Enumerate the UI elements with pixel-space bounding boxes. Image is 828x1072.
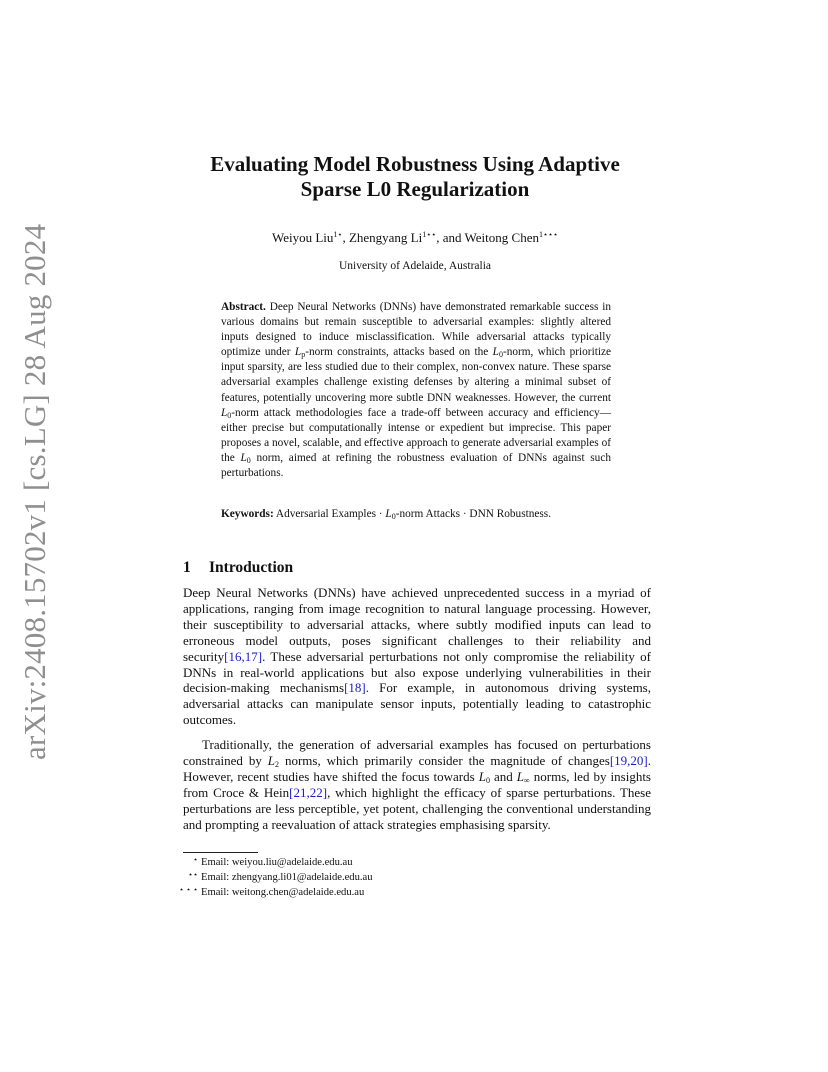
keywords — [221, 507, 611, 522]
footnotes — [168, 855, 648, 901]
author-name: Zhengyang Li — [348, 230, 423, 245]
section-number: 1 — [183, 559, 191, 576]
paragraph-text: Deep Neural Networks (DNNs) have achieved unprecedented success in a myriad of applications, ranging from image recognition to natural language processing. However, their susceptibility to adversarial attacks, where subtly modified inputs can lead to erroneous model outputs, poses significant challenges to their reliability and security — [183, 585, 651, 664]
citation-link[interactable]: [18] — [344, 680, 366, 696]
math-subscript: 0 — [485, 775, 490, 785]
keywords-text: Adversarial Examples · — [273, 508, 386, 520]
author-name: Weitong Chen — [464, 230, 539, 245]
affiliation: University of Adelaide, Australia — [338, 260, 492, 272]
author-mark: 1⋆⋆⋆ — [538, 230, 558, 239]
abstract — [221, 300, 611, 481]
footnote: ⋆⋆ Email: zhengyang.li01@adelaide.edu.au — [187, 870, 373, 884]
math-subscript: ∞ — [524, 775, 530, 785]
math-subscript: 2 — [275, 759, 280, 769]
abstract-text: -norm constraints, attacks based on the — [305, 346, 493, 359]
arxiv-identifier-stamp: arXiv:2408.15702v1 [cs.LG] 28 Aug 2024 — [17, 223, 52, 760]
math-subscript: 0 — [498, 350, 503, 360]
footnote-text: Email: zhengyang.li01@adelaide.edu.au — [201, 872, 373, 884]
section-heading — [183, 558, 643, 578]
paragraph-text: . These adversarial perturbations not only compromise the reliability of DNNs in real-world applications but also expose underlying vulnerabilities in their decision-making mechanisms — [183, 648, 651, 696]
author-separator: , — [342, 230, 349, 245]
paragraph-text: and — [489, 768, 517, 784]
author-mark: 1⋆⋆ — [422, 230, 437, 239]
math-symbol: L — [240, 451, 247, 464]
footnote-text: Email: weitong.chen@adelaide.edu.au — [201, 887, 365, 899]
math-subscript: 0 — [391, 512, 396, 521]
citation-link[interactable]: [21,22] — [289, 784, 328, 800]
math-symbol: L — [294, 346, 302, 359]
abstract-label: Abstract. — [221, 301, 266, 313]
paragraph-text: Traditionally, the generation of adversarial examples has focused on perturbations constrained by — [183, 737, 651, 768]
abstract-text: norm, aimed at refining the robustness evaluation of DNNs against such perturbations. — [221, 451, 611, 480]
math-subscript: p — [301, 350, 306, 360]
math-symbol: L — [492, 346, 499, 359]
footnote: ⋆ Email: weiyou.liu@adelaide.edu.au — [192, 855, 353, 868]
math-subscript: 0 — [227, 410, 232, 420]
footnote: ⋆ ⋆ ⋆ Email: weitong.chen@adelaide.edu.au — [178, 885, 365, 899]
author-name: Weiyou Liu — [272, 230, 334, 245]
title-line-2: Sparse L0 Regularization — [300, 177, 530, 201]
abstract-text: -norm attack methodologies face a trade-off between accuracy and efficiency—either precise but computationally intense or expedient but imprecise. This paper proposes a novel, scalable, and effective approach to generate adversarial examples of the — [221, 406, 611, 464]
intro-paragraph-1 — [183, 585, 651, 728]
paper-title — [150, 152, 680, 202]
math-symbol: L — [385, 508, 392, 520]
math-symbol: L — [267, 752, 276, 768]
section-title: Introduction — [209, 559, 294, 576]
footnote-divider — [183, 852, 258, 853]
abstract-text: Deep Neural Networks (DNNs) have demonstrated remarkable success in various domains but remain susceptible to adversarial examples: slightly altered inputs designed to induce misclassification. While adversarial attacks typically optimize under — [221, 301, 611, 359]
citation-link[interactable]: [19,20] — [609, 752, 648, 768]
paragraph-text: . For example, in autonomous driving systems, adversarial attacks can manipulate sensor inputs, potentially leading to catastrophic outcomes. — [183, 680, 651, 728]
author-separator: , and — [436, 230, 465, 245]
keywords-label: Keywords: — [221, 508, 274, 520]
citation-link[interactable]: [16,17] — [224, 648, 263, 664]
title-line-1: Evaluating Model Robustness Using Adaptive — [210, 152, 620, 176]
keywords-text: -norm Attacks · DNN Robustness. — [395, 508, 552, 520]
footnote-text: Email: weiyou.liu@adelaide.edu.au — [201, 857, 353, 868]
abstract-text: -norm, which prioritize input sparsity, are less studied due to their complex, non-convex nature. These sparse adversarial examples challenge existing defenses by altering a minimal subset of features, potentially uncovering more subtle DNN weaknesses. However, the current — [221, 346, 612, 404]
author-mark: 1⋆ — [333, 230, 343, 239]
math-symbol: L — [478, 768, 486, 784]
author-list — [150, 230, 680, 246]
math-symbol: L — [516, 768, 525, 784]
intro-paragraph-2 — [183, 737, 651, 832]
math-subscript: 0 — [246, 455, 251, 465]
paragraph-text: norms, which primarily consider the magnitude of changes — [279, 752, 610, 768]
paragraph-text: . However, recent studies have shifted the focus towards — [183, 752, 651, 784]
paragraph-text: norms, led by insights from Croce & Hein — [183, 768, 651, 800]
math-symbol: L — [221, 406, 228, 419]
paragraph-text: , which highlight the efficacy of sparse perturbations. These perturbations are less perceptible, yet potent, challenging the conventional understanding and prompting a reevaluation of attack strategies emphasising sparsity. — [183, 784, 651, 832]
